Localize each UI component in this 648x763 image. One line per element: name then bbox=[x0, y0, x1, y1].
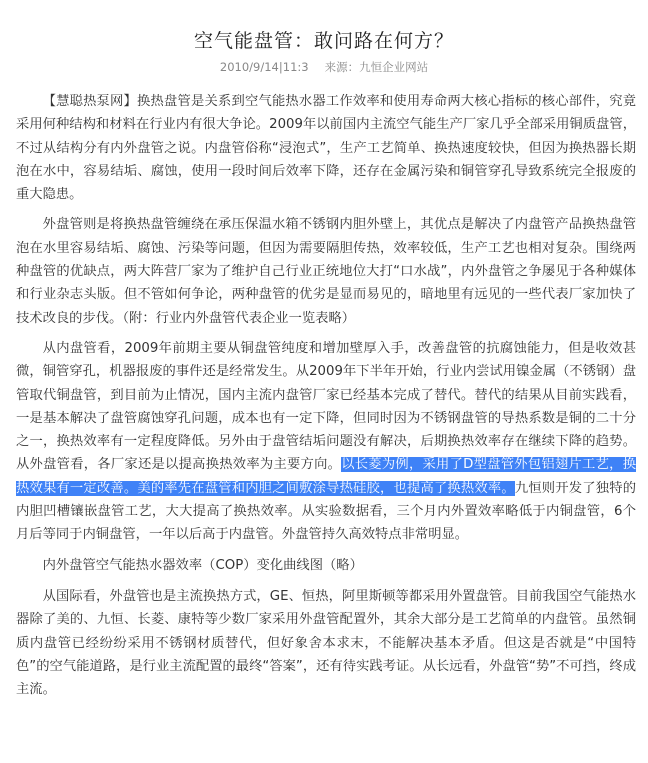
paragraph-text: 外盘管则是将换热盘管缠绕在承压保温水箱不锈钢内胆外壁上，其优点是解决了内盘管产品换热盘管泡在水里容易结垢、腐蚀、污染等问题，但因为需要隔胆传热，效率较低，生产工艺也相对复杂。围绕两种盘管的优缺点，两大阵营厂家为了维护自己行业正统地位大打“口水战”，内外盘管之争屡见于各种媒体和行业杂志头版。但不管如何争论，两种盘管的优劣是显而易见的，暗地里有远见的一些代表厂家加快了技术改良的步伐。（附：行业内外盘管代表企业一览表略） bbox=[16, 217, 636, 326]
paragraph-text: 从国际看，外盘管也是主流换热方式，GE、恒热，阿里斯顿等都采用外置盘管。目前我国空气能热水器除了美的、九恒、长菱、康特等少数厂家采用外盘管配置外，其余大部分是工艺简单的内盘管。虽然铜质内盘管已经纷纷采用不锈钢材质替代，但好象舍本求末，不能解决基本矛盾。但这是否就是“中国特色”的空气能道路，是行业主流配置的最终“答案”，还有待实践考证。从长远看，外盘管“势”不可挡，终成主流。 bbox=[16, 588, 636, 698]
paragraph-text: 内外盘管空气能热水器效率（COP）变化曲线图（略） bbox=[42, 557, 363, 573]
paragraph-text: 九恒则开发了独特的内胆凹槽镶嵌盘管工艺，大大提高了换热效率。从实验数据看，三个月内外置效率略低于内铜盘管，6个月后等同于内铜盘管，一年以后高于内盘管。外盘管持久高效特点非常明显。 bbox=[16, 480, 636, 543]
article-paragraph bbox=[16, 585, 636, 701]
article-paragraph bbox=[16, 213, 636, 329]
article-date: 2010/9/14|11:3 bbox=[219, 60, 309, 74]
selected-text: 以长菱为例，采用了D型盘管外包铝翅片工艺，换热效果有一定改善。美的率先在盘管和内胆之间敷涂导热硅胶，也提高了换热效率。 bbox=[16, 457, 636, 496]
paragraph-text: 从内盘管看，2009年前期主要从铜盘管纯度和增加壁厚入手，改善盘管的抗腐蚀能力，但是收效甚微，铜管穿孔，机器报废的事件还是经常发生。从2009年下半年开始，行业内尝试用镍金属（不锈钢）盘管取代铜盘管，到目前为止情况，国内主流内盘管厂家已经基本完成了替代。替代的结果从目前实践看，一是基本解决了盘管腐蚀穿孔问题，成本也有一定下降，但同时因为不锈钢盘管的导热系数是铜的二十分之一，换热效率有一定程度降低。另外由于盘管结垢问题没有解决，后期换热效率存在继续下降的趋势。从外盘管看，各厂家还是以提高换热效率为主要方向。 bbox=[16, 340, 636, 473]
article-title: 空气能盘管：敢问路在何方？ bbox=[193, 30, 454, 52]
article-source: 来源：九恒企业网站 bbox=[324, 60, 429, 74]
article-meta bbox=[0, 59, 648, 75]
article-paragraph bbox=[16, 337, 636, 547]
article-body bbox=[16, 90, 636, 708]
paragraph-text: 【慧聪热泵网】换热盘管是关系到空气能热水器工作效率和使用寿命两大核心指标的核心部件，究竟采用何种结构和材料在行业内有很大争论。2009年以前国内主流空气能生产厂家几乎全部采用铜质盘管，不过从结构分有内外盘管之说。内盘管俗称“浸泡式”，生产工艺简单、换热速度较快，但因为换热器长期泡在水中，容易结垢、腐蚀，使用一段时间后效率下降，还存在金属污染和铜管穿孔导致系统完全报废的重大隐患。 bbox=[16, 94, 636, 203]
article-paragraph bbox=[16, 90, 636, 206]
figure-caption bbox=[16, 554, 636, 577]
